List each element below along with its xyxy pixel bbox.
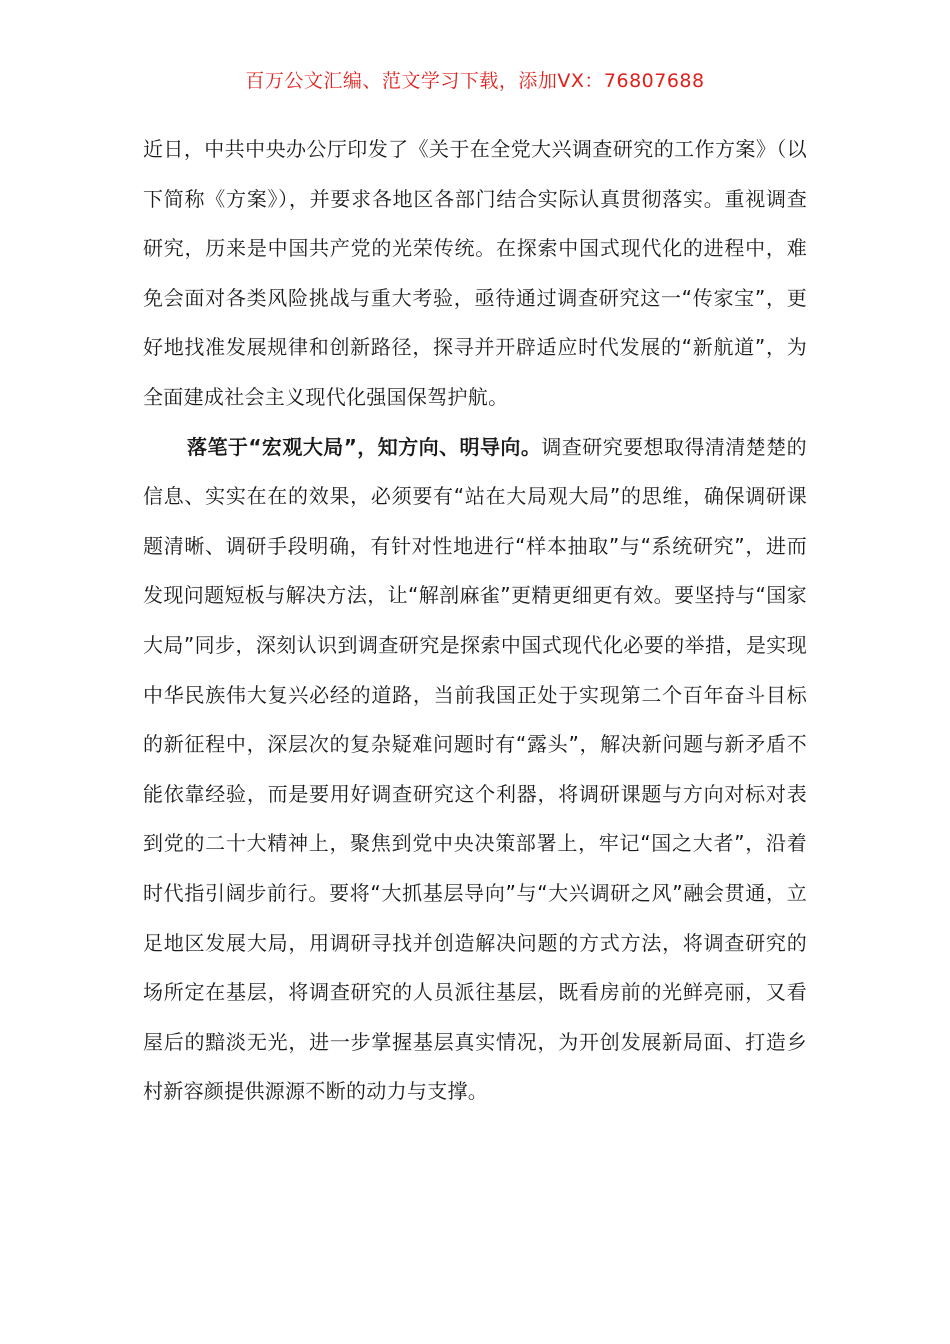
section-body-text: 调查研究要想取得清清楚楚的信息、实实在在的效果，必须要有“站在大局观大局”的思维，确保调研课题清晰、调研手段明确，有针对性地进行“样本抽取”与“系统研究”，进而发现问题短板与解决方法，让“解剖麻雀”更精更细更有效。要坚持与“国家大局”同步，深刻认识到调查研究是探索中国式现代化必要的举措，是实现中华民族伟大复兴必经的道路，当前我国正处于实现第二个百年奋斗目标的新征程中，深层次的复杂疑难问题时有“露头”，解决新问题与新矛盾不能依靠经验，而是要用好调查研究这个利器，将调研课题与方向对标对表到党的二十大精神上，聚焦到党中央决策部署上，牢记“国之大者”，沿着时代指引阔步前行。要将“大抓基层导向”与“大兴调研之风”融会贯通，立足地区发展大局，用调研寻找并创造解决问题的方式方法，将调查研究的场所定在基层，将调查研究的人员派往基层，既看房前的光鲜亮丽，又看屋后的黯淡无光，进一步掌握基层真实情况，为开创发展新局面、打造乡村新容颜提供源源不断的动力与支撑。 [143, 434, 807, 1104]
document-body [143, 125, 807, 1117]
promo-header: 百万公文汇编、范文学习下载，添加VX：76807688 [245, 70, 705, 92]
paragraph-section-1 [143, 423, 807, 1117]
section-lead-heading: 落笔于“宏观大局”，知方向、明导向。 [187, 434, 542, 459]
paragraph-intro: 近日，中共中央办公厅印发了《关于在全党大兴调查研究的工作方案》（以下简称《方案》），并要求各地区各部门结合实际认真贯彻落实。重视调查研究，历来是中国共产党的光荣传统。在探索中国式现代化的进程中，难免会面对各类风险挑战与重大考验，亟待通过调查研究这一“传家宝”，更好地找准发展规律和创新路径，探寻并开辟适应时代发展的“新航道”，为全面建成社会主义现代化强国保驾护航。 [143, 137, 807, 409]
